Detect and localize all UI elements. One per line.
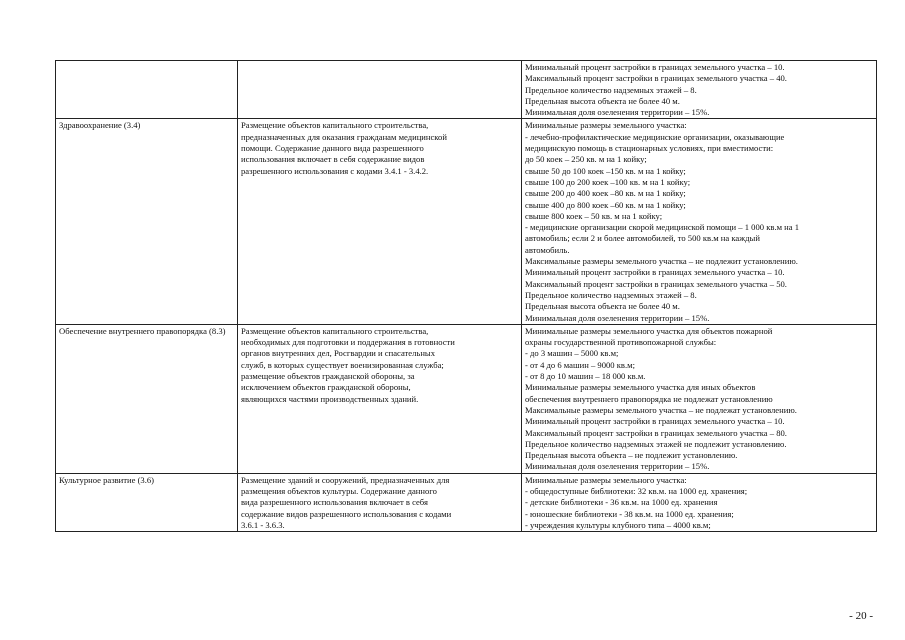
parameter-line: автомобиль; если 2 и более автомобилей, то 500 кв.м на каждый bbox=[525, 233, 760, 244]
parameter-line: свыше 50 до 100 коек –150 кв. м на 1 койку; bbox=[525, 165, 686, 176]
parameter-line: свыше 200 до 400 коек –80 кв. м на 1 койку; bbox=[525, 188, 686, 199]
use-type-name: Культурное развитие (3.6) bbox=[59, 474, 155, 485]
table-row bbox=[56, 473, 877, 531]
description-cell bbox=[238, 324, 522, 473]
description-line: 3.6.1 - 3.6.3. bbox=[241, 519, 285, 530]
parameter-line: Максимальный процент застройки в границах земельного участка – 50. bbox=[525, 278, 787, 289]
table-row bbox=[56, 324, 877, 473]
parameter-line: - лечебно-профилактические медицинские организации, оказывающие bbox=[525, 131, 785, 142]
parameters-cell bbox=[522, 473, 877, 531]
parameters-cell bbox=[522, 324, 877, 473]
parameter-line: Предельное количество надземных этажей – 8. bbox=[525, 84, 697, 95]
parameter-line: до 50 коек – 250 кв. м на 1 койку; bbox=[525, 154, 647, 165]
description-line: размещение объектов гражданской обороны, за bbox=[241, 371, 415, 382]
zoning-table-body bbox=[56, 61, 877, 532]
parameter-line: Минимальный процент застройки в границах земельного участка – 10. bbox=[525, 62, 785, 72]
description-line: Размещение зданий и сооружений, предназначенных для bbox=[241, 474, 450, 485]
parameter-line: Предельное количество надземных этажей – 8. bbox=[525, 289, 697, 300]
description-cell bbox=[238, 61, 522, 119]
description-line: использования включает в себя содержание видов bbox=[241, 154, 425, 165]
parameter-line: - от 8 до 10 машин – 18 000 кв.м. bbox=[525, 371, 646, 382]
description-line: Размещение объектов капитального строительства, bbox=[241, 120, 429, 131]
parameter-line: свыше 800 коек – 50 кв. м на 1 койку; bbox=[525, 210, 663, 221]
description-line: помощи. Содержание данного вида разрешенного bbox=[241, 143, 424, 154]
parameter-line: Максимальный процент застройки в границах земельного участка – 80. bbox=[525, 427, 787, 438]
parameter-line: Минимальная доля озеленения территории – 15%. bbox=[525, 312, 710, 323]
use-type-cell bbox=[56, 473, 238, 531]
description-cell bbox=[238, 119, 522, 324]
parameter-line: охраны государственной противопожарной службы: bbox=[525, 337, 717, 348]
parameter-line: - от 4 до 6 машин – 9000 кв.м; bbox=[525, 359, 635, 370]
table-row bbox=[56, 119, 877, 324]
description-line: предназначенных для оказания гражданам медицинской bbox=[241, 131, 447, 142]
page-number: - 20 - bbox=[849, 610, 873, 622]
parameter-line: Предельная высота объекта не более 40 м. bbox=[525, 95, 680, 106]
parameter-line: Минимальные размеры земельного участка для иных объектов bbox=[525, 382, 756, 393]
use-type-cell bbox=[56, 61, 238, 119]
parameter-line: Минимальные размеры земельного участка для объектов пожарной bbox=[525, 325, 773, 336]
use-type-cell bbox=[56, 324, 238, 473]
parameter-line: Минимальная доля озеленения территории – 15%. bbox=[525, 107, 710, 118]
parameter-line: - юношеские библиотеки - 38 кв.м. на 1000 ед. хранения; bbox=[525, 508, 734, 519]
parameter-line: - общедоступные библиотеки: 32 кв.м. на 1000 ед. хранения; bbox=[525, 485, 748, 496]
description-line: разрешенного использования с кодами 3.4.1 - 3.4.2. bbox=[241, 165, 429, 176]
parameter-line: - учреждения культуры клубного типа – 4000 кв.м; bbox=[525, 519, 711, 530]
parameter-line: Минимальный процент застройки в границах земельного участка – 10. bbox=[525, 416, 785, 427]
description-line: необходимых для подготовки и поддержания в готовности bbox=[241, 337, 455, 348]
use-type-cell bbox=[56, 119, 238, 324]
parameter-line: Предельное количество надземных этажей не подлежит установлению. bbox=[525, 438, 787, 449]
description-line: содержание видов разрешенного использования с кодами bbox=[241, 508, 452, 519]
parameter-line: медицинскую помощь в стационарных условиях, при вместимости: bbox=[525, 143, 774, 154]
description-cell bbox=[238, 473, 522, 531]
zoning-table bbox=[55, 60, 877, 532]
parameters-cell bbox=[522, 119, 877, 324]
description-line: органов внутренних дел, Росгвардии и спасательных bbox=[241, 348, 435, 359]
parameter-line: Максимальные размеры земельного участка – не подлежит установлению. bbox=[525, 256, 798, 267]
use-type-name: Здравоохранение (3.4) bbox=[59, 120, 141, 131]
parameter-line: Минимальные размеры земельного участка: bbox=[525, 474, 687, 485]
parameter-line: Предельная высота объекта не более 40 м. bbox=[525, 301, 680, 312]
description-line: размещения объектов культуры. Содержание данного bbox=[241, 485, 437, 496]
description-line: являющихся частями производственных зданий. bbox=[241, 393, 419, 404]
description-line: исключением объектов гражданской обороны, bbox=[241, 382, 411, 393]
parameter-line: обеспечения внутреннего правопорядка не подлежат установлению bbox=[525, 393, 773, 404]
description-line: служб, в которых существует военизированная служба; bbox=[241, 359, 444, 370]
parameters-cell bbox=[522, 61, 877, 119]
parameter-line: - до 3 машин – 5000 кв.м; bbox=[525, 348, 619, 359]
parameter-line: - медицинские организации скорой медицинской помощи – 1 000 кв.м на 1 bbox=[525, 222, 800, 233]
parameter-line: автомобиль. bbox=[525, 244, 570, 255]
parameter-line: Минимальные размеры земельного участка: bbox=[525, 120, 687, 131]
parameter-line: - детские библиотеки - 36 кв.м. на 1000 ед. хранения bbox=[525, 497, 718, 508]
description-line: Размещение объектов капитального строительства, bbox=[241, 325, 429, 336]
parameter-line: Минимальная доля озеленения территории – 15%. bbox=[525, 461, 710, 472]
parameter-line: свыше 100 до 200 коек –100 кв. м на 1 койку; bbox=[525, 176, 691, 187]
description-line: вида разрешенного использования включает в себя bbox=[241, 497, 428, 508]
parameter-line: Максимальные размеры земельного участка – не подлежат установлению. bbox=[525, 404, 797, 415]
use-type-name: Обеспечение внутреннего правопорядка (8.3) bbox=[59, 325, 226, 336]
parameter-line: Максимальный процент застройки в границах земельного участка – 40. bbox=[525, 73, 787, 84]
table-row bbox=[56, 61, 877, 119]
parameter-line: Предельная высота объекта – не подлежит установлению. bbox=[525, 450, 738, 461]
parameter-line: Минимальный процент застройки в границах земельного участка – 10. bbox=[525, 267, 785, 278]
parameter-line: свыше 400 до 800 коек –60 кв. м на 1 койку; bbox=[525, 199, 686, 210]
